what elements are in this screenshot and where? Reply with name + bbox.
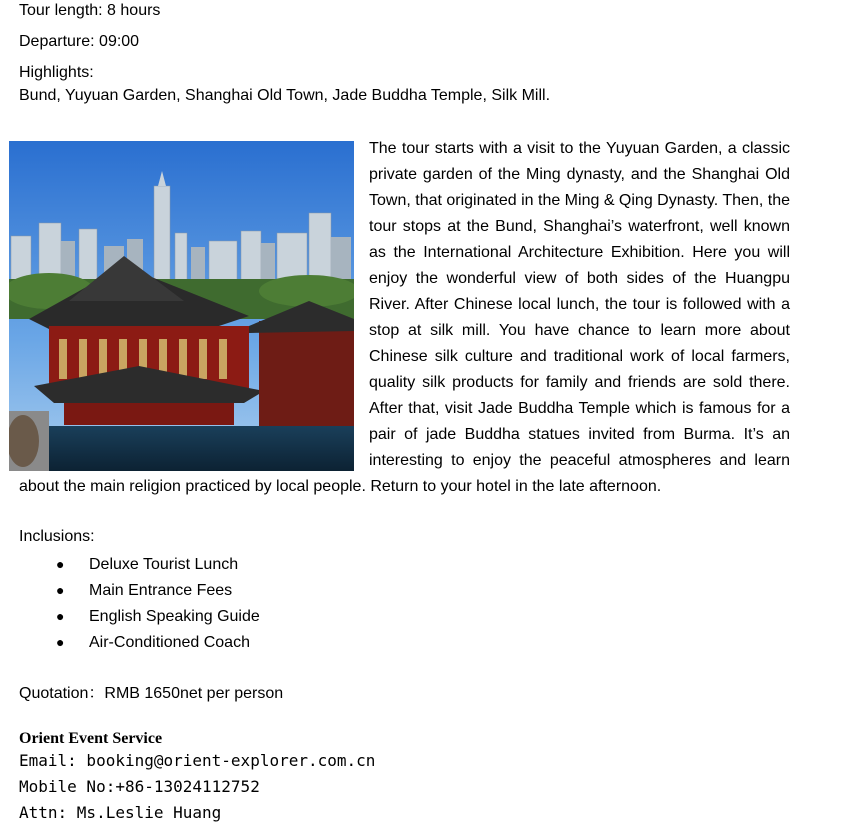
- inclusion-text: Deluxe Tourist Lunch: [89, 556, 239, 573]
- quotation: Quotation：RMB 1650net per person: [19, 685, 284, 702]
- inclusion-item: [56, 554, 238, 575]
- contact-email[interactable]: Email: booking@orient-explorer.com.cn: [19, 751, 376, 770]
- inclusion-item: [56, 632, 250, 653]
- tour-length: Tour length: 8 hours: [19, 2, 161, 19]
- bullet-icon: ●: [56, 634, 65, 650]
- highlights-label: Highlights:: [19, 64, 94, 81]
- tour-description: [19, 136, 790, 500]
- company-name: Orient Event Service: [19, 730, 163, 747]
- inclusion-text: Main Entrance Fees: [89, 582, 233, 599]
- inclusion-item: [56, 580, 232, 601]
- tour-description-text: The tour starts with a visit to the Yuyuan Garden, a classic private garden of the Ming dynasty, and the Shanghai Old Town, that originated in the Ming & Qing Dynasty. Then, the tour stops at the Bund, Shanghai’s waterfront, well known as the International Architecture Exhibition. Here you will enjoy the wonderful view of both sides of the Huangpu River. After Chinese local lunch, the tour is followed with a stop at silk mill. You have chance to learn more about Chinese silk culture and traditional work of local farmers, quality silk products for family and friends are sold there. After that, visit Jade Buddha Temple which is famous for a pair of jade Buddha statues invited from Burma. It’s an interesting to enjoy the peaceful atmospheres and learn about the main religion practiced by local people. Return to your hotel in the late afternoon.: [19, 140, 790, 495]
- bullet-icon: ●: [56, 556, 65, 572]
- bullet-icon: ●: [56, 582, 65, 598]
- departure-time: Departure: 09:00: [19, 33, 140, 50]
- inclusion-text: Air-Conditioned Coach: [89, 634, 250, 651]
- bullet-icon: ●: [56, 608, 65, 624]
- inclusions-label: Inclusions:: [19, 528, 95, 545]
- highlights-list: Bund, Yuyuan Garden, Shanghai Old Town, Jade Buddha Temple, Silk Mill.: [19, 87, 551, 104]
- contact-mobile: Mobile No:+86-13024112752: [19, 777, 260, 796]
- image-float-space: [19, 136, 369, 470]
- inclusion-text: English Speaking Guide: [89, 608, 260, 625]
- contact-attn: Attn: Ms.Leslie Huang: [19, 803, 222, 822]
- inclusion-item: [56, 606, 260, 627]
